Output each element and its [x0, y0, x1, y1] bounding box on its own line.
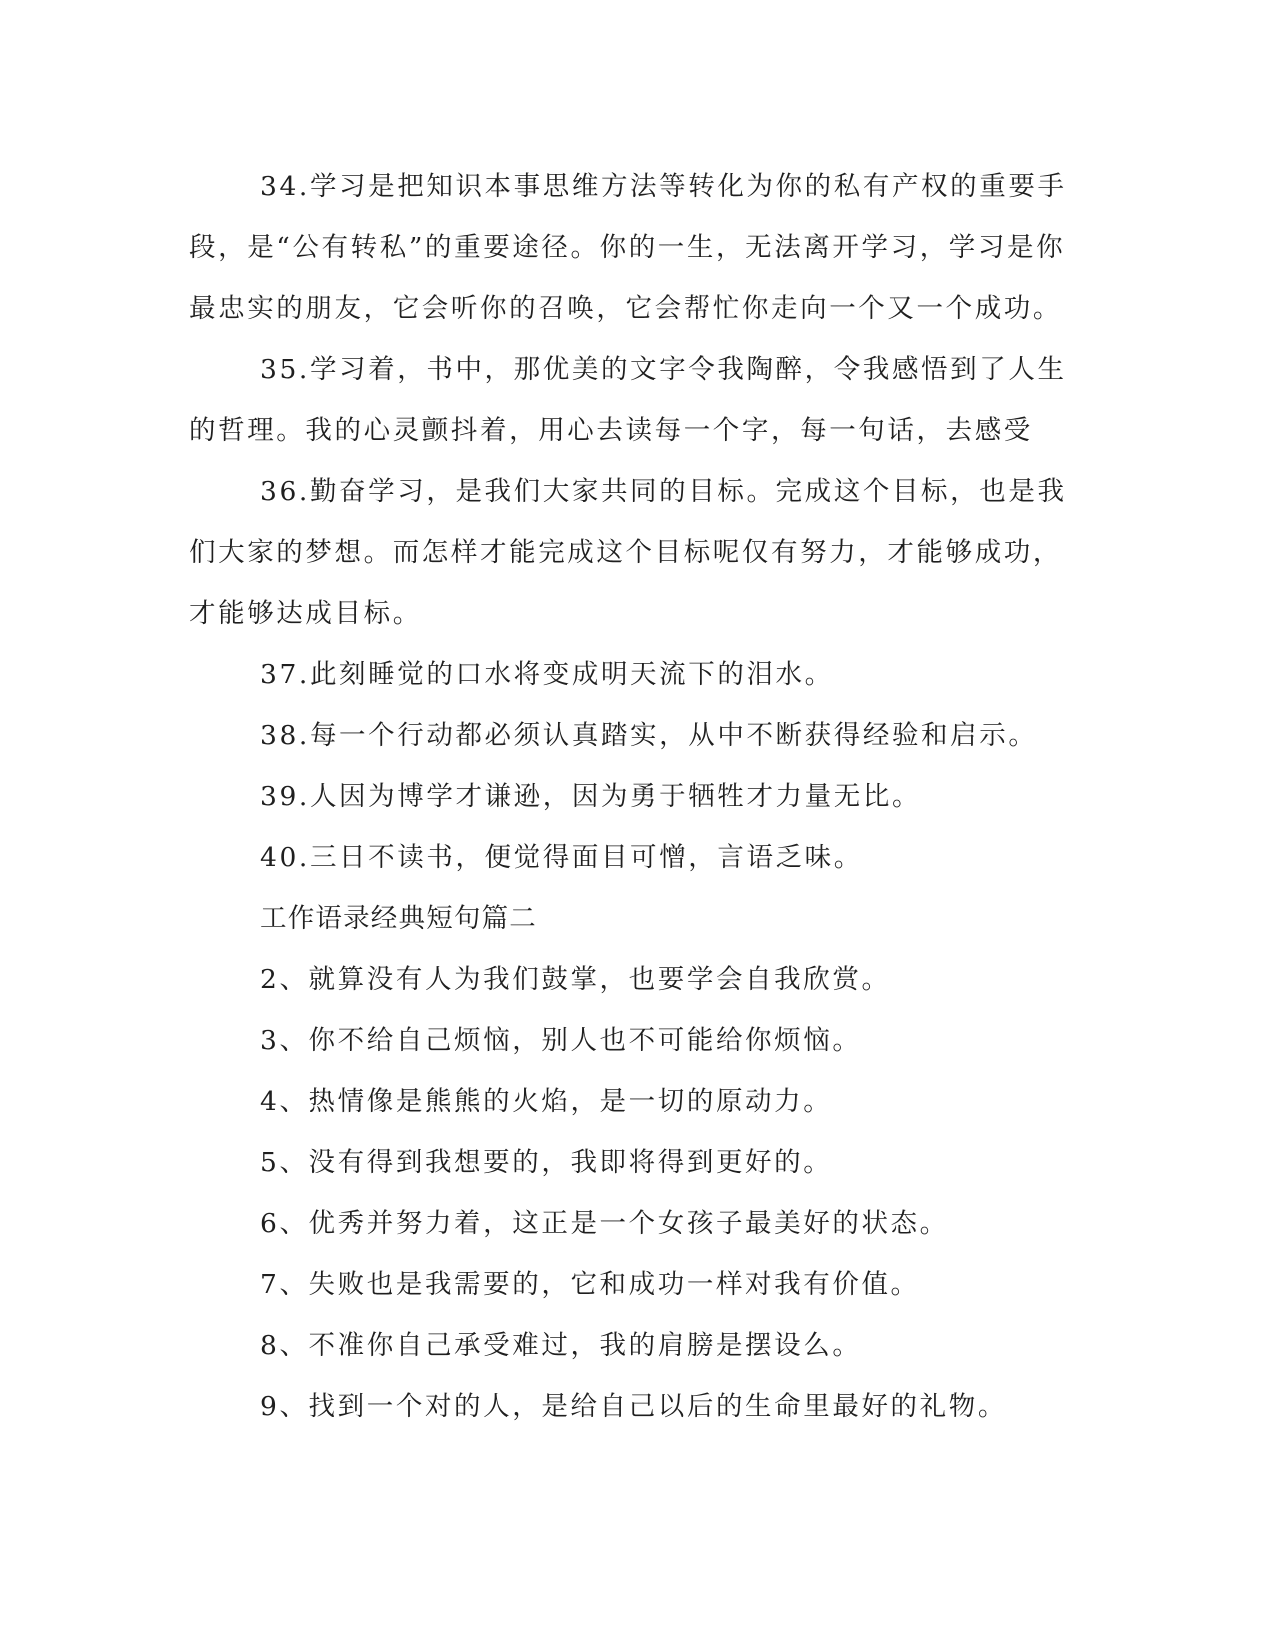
list-item: 8、不准你自己承受难过，我的肩膀是摆设么。	[260, 1330, 862, 1361]
list-item: 9、找到一个对的人，是给自己以后的生命里最好的礼物。	[260, 1391, 1007, 1422]
paragraph-39: 39.人因为博学才谦逊，因为勇于牺牲才力量无比。	[260, 781, 922, 812]
paragraph-40: 40.三日不读书，便觉得面目可憎，言语乏味。	[260, 842, 863, 873]
list-item: 4、热情像是熊熊的火焰，是一切的原动力。	[260, 1086, 833, 1117]
paragraph-38: 38.每一个行动都必须认真踏实，从中不断获得经验和启示。	[260, 720, 1038, 751]
list-item: 2、就算没有人为我们鼓掌，也要学会自我欣赏。	[260, 964, 891, 995]
document-body	[189, 156, 1089, 1437]
list-item: 7、失败也是我需要的，它和成功一样对我有价值。	[260, 1269, 920, 1300]
paragraph-35: 35.学习着，书中，那优美的文字令我陶醉，令我感悟到了人生的哲理。我的心灵颤抖着，用心去读每一个字，每一句话，去感受	[189, 354, 1067, 446]
paragraph-37: 37.此刻睡觉的口水将变成明天流下的泪水。	[260, 659, 834, 690]
list-item: 6、优秀并努力着，这正是一个女孩子最美好的状态。	[260, 1208, 949, 1239]
paragraph-34: 34.学习是把知识本事思维方法等转化为你的私有产权的重要手段，是“公有转私”的重要途径。你的一生，无法离开学习，学习是你最忠实的朋友，它会听你的召唤，它会帮忙你走向一个又一个成功。	[189, 171, 1067, 324]
list-item: 3、你不给自己烦恼，别人也不可能给你烦恼。	[260, 1025, 862, 1056]
section-heading: 工作语录经典短句篇二	[260, 903, 537, 934]
list-item: 5、没有得到我想要的，我即将得到更好的。	[260, 1147, 833, 1178]
paragraph-36: 36.勤奋学习，是我们大家共同的目标。完成这个目标，也是我们大家的梦想。而怎样才能完成这个目标呢仅有努力，才能够成功，才能够达成目标。	[189, 476, 1067, 629]
